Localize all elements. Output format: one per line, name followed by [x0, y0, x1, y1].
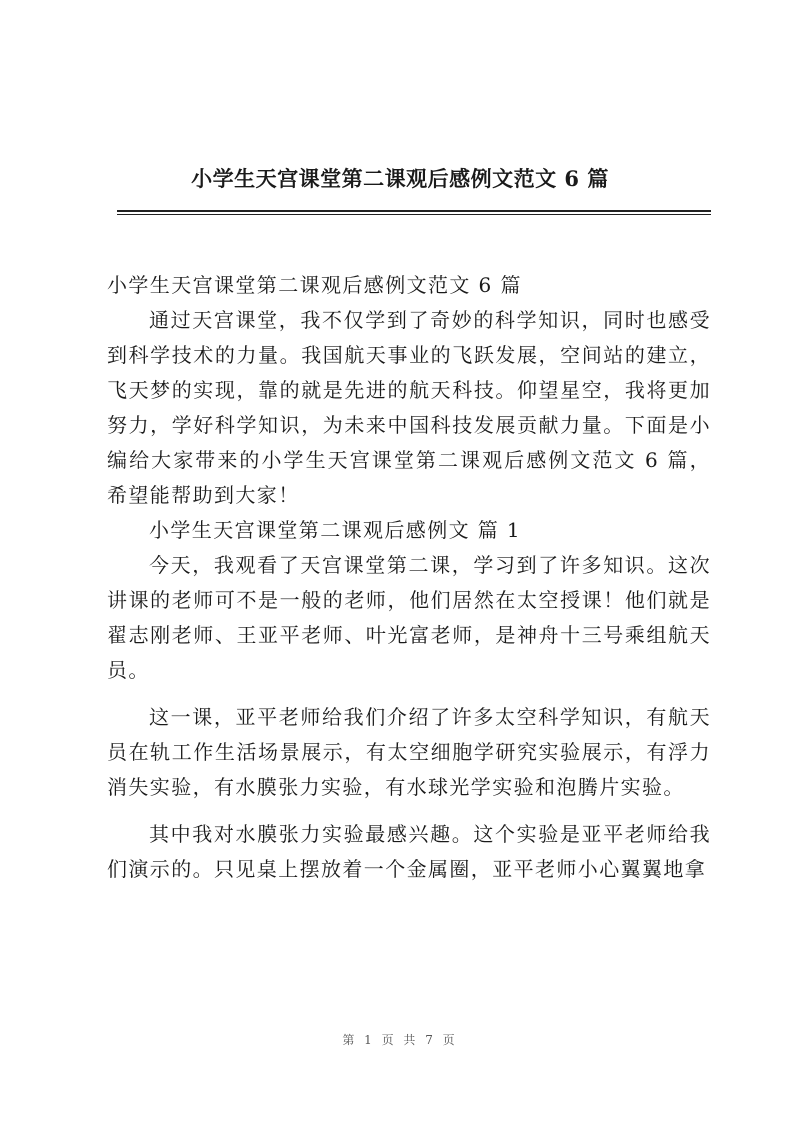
title-divider-thin: [117, 214, 711, 215]
body-paragraph: 这一课，亚平老师给我们介绍了许多太空科学知识，有航天员在轨工作生活场景展示，有太空细胞学研究实验展示，有浮力消失实验，有水膜张力实验，有水球光学实验和泡腾片实验。: [107, 705, 711, 799]
section-heading: 小学生天宫课堂第二课观后感例文 篇 1: [149, 518, 522, 542]
body-paragraph: 今天，我观看了天宫课堂第二课，学习到了许多知识。这次讲课的老师可不是一般的老师，他们居然在太空授课！他们就是翟志刚老师、王亚平老师、叶光富老师，是神舟十三号乘组航天员。: [107, 553, 711, 682]
body-paragraph: 其中我对水膜张力实验最感兴趣。这个实验是亚平老师给我们演示的。只见桌上摆放着一个金属圈，亚平老师小心翼翼地拿: [107, 822, 711, 881]
page-number-footer: 第 1 页 共 7 页: [342, 1033, 458, 1047]
document-title: 小学生天宫课堂第二课观后感例文范文 6 篇: [191, 166, 609, 191]
subtitle-paragraph: 小学生天宫课堂第二课观后感例文范文 6 篇: [107, 273, 522, 297]
document-body: [107, 268, 711, 887]
intro-paragraph: 通过天宫课堂，我不仅学到了奇妙的科学知识，同时也感受到科学技术的力量。我国航天事业的飞跃发展，空间站的建立，飞天梦的实现，靠的就是先进的航天科技。仰望星空，我将更加努力，学好科学知识，为未来中国科技发展贡献力量。下面是小编给大家带来的小学生天宫课堂第二课观后感例文范文 6 篇，希望能帮助到大家！: [107, 308, 711, 507]
title-divider: [117, 210, 711, 212]
